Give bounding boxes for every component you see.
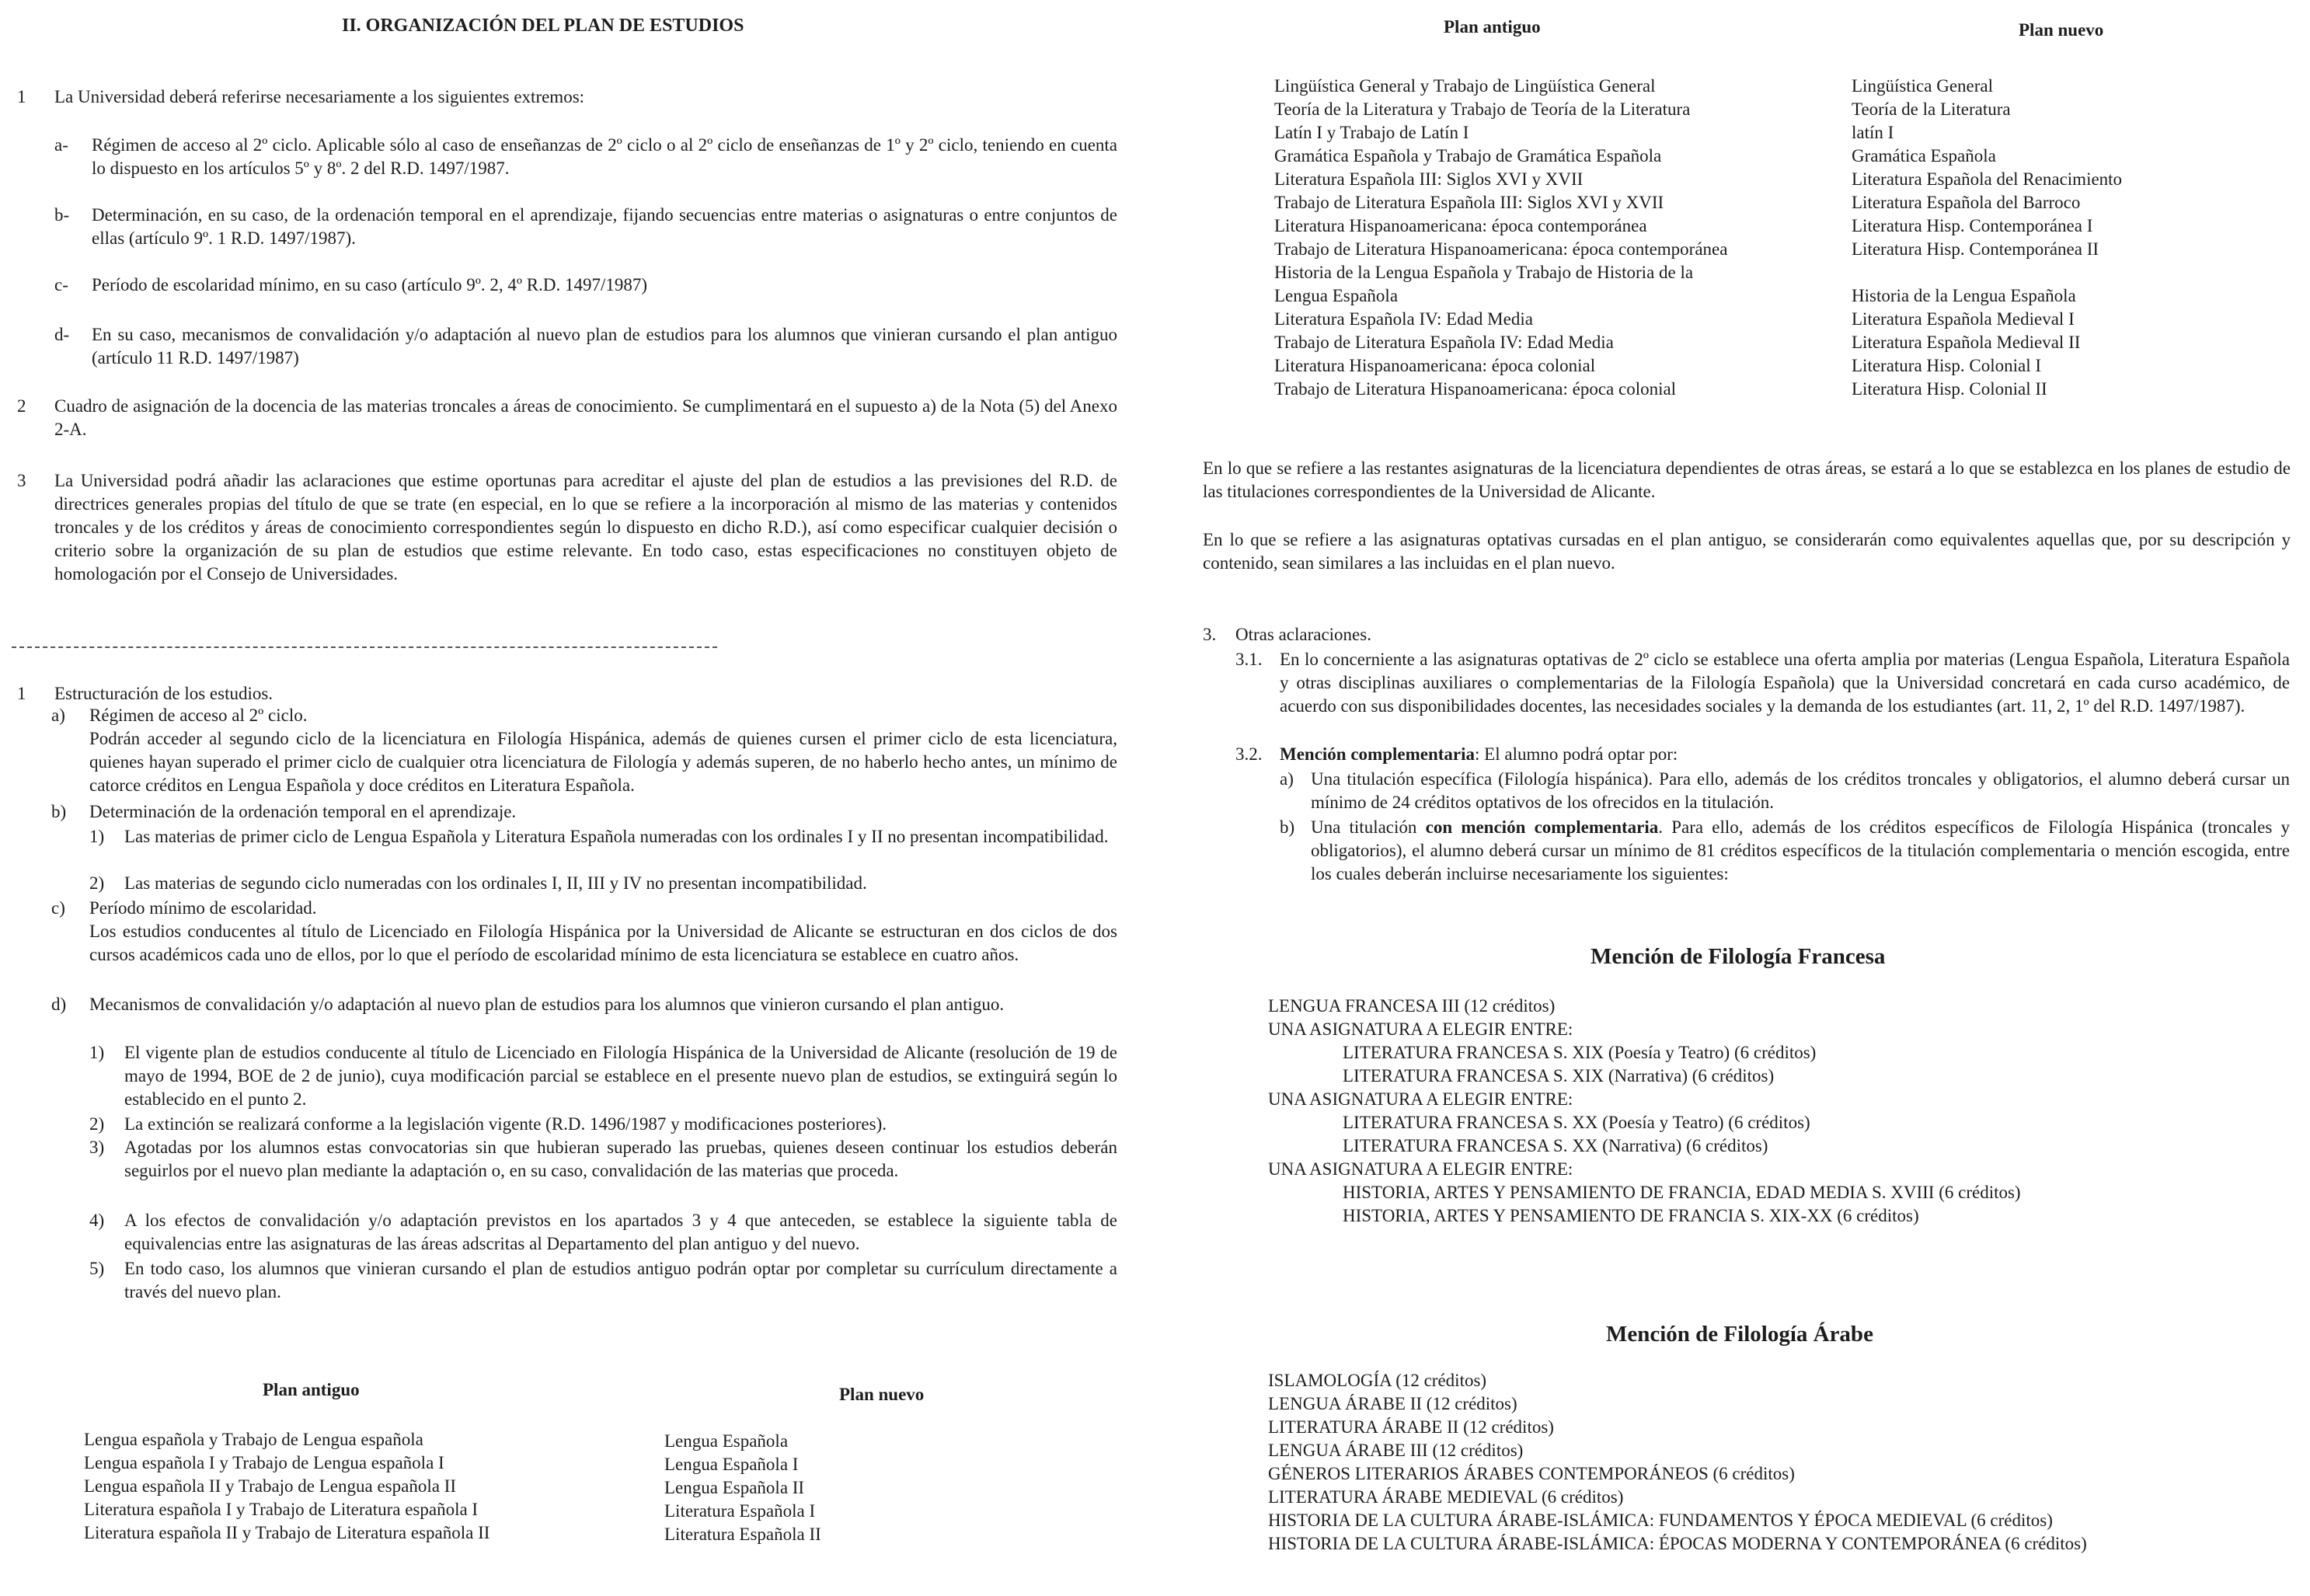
old-plan-subject: Literatura Hispanoamericana: época colonial bbox=[1274, 356, 1596, 375]
new-plan-subject: Literatura Española Medieval I bbox=[1852, 309, 2075, 329]
mention-arabic-item: HISTORIA DE LA CULTURA ÁRABE-ISLÁMICA: FUNDAMENTOS Y ÉPOCA MEDIEVAL (6 créditos) bbox=[1268, 1511, 2053, 1530]
new-plan-subject: Lengua Española bbox=[664, 1431, 789, 1451]
s32a-label: a) bbox=[1280, 769, 1294, 789]
mention-french-list bbox=[1268, 995, 2021, 1228]
s1a-text: Podrán acceder al segundo ciclo de la licenciatura en Filología Hispánica, además de quienes cursen el primer ciclo de esta licenciatura, quienes hayan superado el primer ciclo de cualquier otra licenciatura de Filología y además superen, de no haberlo hecho antes, un mínimo de catorce créditos en Lengua Española y doce créditos en Literatura Española. bbox=[89, 729, 1117, 795]
mention-arabic-title: Mención de Filología Árabe bbox=[1606, 1322, 1873, 1347]
new-plan-subject: Literatura Española I bbox=[664, 1501, 816, 1521]
mention-french-item: LITERATURA FRANCESA S. XX (Narrativa) (6 créditos) bbox=[1343, 1136, 1768, 1155]
new-plan-subject: Historia de la Lengua Española bbox=[1852, 286, 2076, 305]
table-header-new: Plan nuevo bbox=[839, 1385, 925, 1404]
item-3-number: 3 bbox=[17, 471, 26, 490]
table-header-old: Plan antiguo bbox=[1444, 17, 1541, 37]
sub-b-text: Determinación, en su caso, de la ordenación temporal en el aprendizaje, fijando secuencias entre materias o asignaturas o entre conjuntos de ellas (artículo 9º. 1 R.D. 1497/1987). bbox=[92, 205, 1117, 248]
s31-label: 3.1. bbox=[1235, 650, 1263, 669]
s1d2-label: 2) bbox=[89, 1114, 105, 1134]
s1d3-label: 3) bbox=[89, 1138, 105, 1157]
old-plan-subject: Trabajo de Literatura Española IV: Edad Media bbox=[1274, 333, 1614, 352]
new-plan-subject: Literatura Española Medieval II bbox=[1852, 333, 2081, 352]
sub-a-label: a- bbox=[54, 135, 68, 155]
old-plan-subject: Lengua Española bbox=[1274, 286, 1399, 305]
s1c-text: Los estudios conducentes al título de Licenciado en Filología Hispánica por la Universidad de Alicante se estructuran en dos ciclos de dos cursos académicos cada uno de ellos, por lo que el período de escolaridad mínimo de esta licenciatura se establece en cuatro años. bbox=[89, 922, 1117, 964]
old-plan-subject: Trabajo de Literatura Hispanoamericana: época colonial bbox=[1274, 379, 1677, 399]
new-plan-subject: Literatura Hisp. Contemporánea II bbox=[1852, 239, 2099, 259]
old-plan-subject: Gramática Española y Trabajo de Gramática Española bbox=[1274, 146, 1662, 166]
s1b-label: b) bbox=[51, 802, 67, 821]
s32b-label: b) bbox=[1280, 817, 1295, 837]
s1d4-text: A los efectos de convalidación y/o adaptación previstos en los apartados 3 y 4 que anteceden, se establece la siguiente tabla de equivalencias entre las asignaturas de las áreas adscritas al Departamento del plan antiguo y del nuevo. bbox=[124, 1211, 1117, 1253]
s1-number: 1 bbox=[17, 684, 26, 703]
s31-text: En lo concerniente a las asignaturas optativas de 2º ciclo se establece una oferta amplia por materias (Lengua Española, Literatura Española y otras disciplinas auxiliares o complementarias de la Filología Española) que la Universidad concretará en cada curso académico, de acuerdo con sus disponibilidades docentes, las necesidades sociales y la demanda de los estudiantes (art. 11, 2, 1º del R.D. 1497/1987). bbox=[1280, 650, 2290, 716]
old-plan-subject: Lengua española II y Trabajo de Lengua española II bbox=[84, 1476, 457, 1496]
mention-arabic-item: LITERATURA ÁRABE MEDIEVAL (6 créditos) bbox=[1268, 1487, 1624, 1507]
sub-a-text: Régimen de acceso al 2º ciclo. Aplicable sólo al caso de enseñanzas de 2º ciclo o al 2º ciclo de enseñanzas de 1º y 2º ciclo, teniendo en cuenta lo dispuesto en los artículos 5º y 8º. 2 del R.D. 1497/1987. bbox=[92, 135, 1117, 178]
mention-french-item: HISTORIA, ARTES Y PENSAMIENTO DE FRANCIA S. XIX-XX (6 créditos) bbox=[1343, 1206, 1919, 1225]
mention-french-item: UNA ASIGNATURA A ELEGIR ENTRE: bbox=[1268, 1089, 1573, 1109]
s32-label: 3.2. bbox=[1235, 744, 1263, 764]
equivalence-old-list bbox=[1274, 75, 1727, 401]
s32b-bold: con mención complementaria bbox=[1425, 817, 1659, 837]
new-plan-subject: Literatura Española II bbox=[664, 1525, 821, 1544]
item-3-text: La Universidad podrá añadir las aclaraciones que estime oportunas para acreditar el ajuste del plan de estudios a las previsiones del R.D. de directrices generales propias del título de que se trate (en especial, en lo que se refiere a la incorporación al mismo de las materias y contenidos troncales y de los créditos y áreas de conocimiento correspondientes según lo dispuesto en dicho R.D.), así como especificar cualquier decisión o criterio sobre la organización de su plan de estudios que estime relevante. En todo caso, estas especificaciones no constituyen objeto de homologación por el Consejo de Universidades. bbox=[54, 471, 1117, 584]
s3-label: 3. bbox=[1203, 625, 1217, 644]
new-plan-subject: Gramática Española bbox=[1852, 146, 1996, 166]
paragraph-other-areas: En lo que se refiere a las restantes asignaturas de la licenciatura dependientes de otras áreas, se estará a lo que se establezca en los planes de estudio de las titulaciones correspondientes de la Universidad de Alicante. bbox=[1203, 458, 2291, 501]
s3-title: Otras aclaraciones. bbox=[1235, 625, 1371, 644]
new-plan-subject: Teoría de la Literatura bbox=[1852, 99, 2011, 119]
new-plan-subject: Lingüística General bbox=[1852, 76, 1994, 96]
old-plan-subject: Trabajo de Literatura Hispanoamericana: época contemporánea bbox=[1274, 239, 1728, 259]
item-2-number: 2 bbox=[17, 396, 26, 416]
sub-d-label: d- bbox=[54, 325, 70, 344]
item-1-text: La Universidad deberá referirse necesariamente a los siguientes extremos: bbox=[54, 87, 585, 106]
old-plan-subject: Historia de la Lengua Española y Trabajo de Historia de la bbox=[1274, 263, 1694, 282]
section-title: II. ORGANIZACIÓN DEL PLAN DE ESTUDIOS bbox=[342, 16, 744, 36]
old-plan-subject: Latín I y Trabajo de Latín I bbox=[1274, 123, 1469, 142]
s32b-text: . Para ello, además de los créditos específicos de Filología Hispánica (troncales y obligatorios), el alumno deberá cursar un mínimo de 81 créditos específicos de la titulación complementaria o mención escogida, entre los cuales deberán incluirse necesariamente los siguientes: bbox=[1311, 817, 2290, 883]
item-2-text: Cuadro de asignación de la docencia de las materias troncales a áreas de conocimiento. Se cumplimentará en el supuesto a) de la Nota (5) del Anexo 2-A. bbox=[54, 396, 1117, 439]
old-plan-subject: Lingüística General y Trabajo de Lingüística General bbox=[1274, 76, 1656, 96]
new-plan-subject: Literatura Hisp. Contemporánea I bbox=[1852, 216, 2093, 235]
table-header-old: Plan antiguo bbox=[263, 1380, 360, 1399]
new-plan-subject bbox=[1852, 261, 2122, 284]
s1d-label: d) bbox=[51, 995, 67, 1014]
s1b1-label: 1) bbox=[89, 827, 105, 846]
s1d-title: Mecanismos de convalidación y/o adaptación al nuevo plan de estudios para los alumnos que vinieron cursando el plan antiguo. bbox=[89, 995, 1005, 1014]
s1d5-text: En todo caso, los alumnos que vinieran cursando el plan de estudios antiguo podrán optar por completar su currículum directamente a través del nuevo plan. bbox=[124, 1259, 1117, 1302]
old-plan-subject: Lengua española I y Trabajo de Lengua española I bbox=[84, 1453, 444, 1472]
equivalence-new-list bbox=[664, 1430, 821, 1546]
mention-french-title: Mención de Filología Francesa bbox=[1591, 944, 1886, 969]
item-1-number: 1 bbox=[17, 87, 26, 106]
s1c-label: c) bbox=[51, 898, 65, 918]
mention-arabic-item: LITERATURA ÁRABE II (12 créditos) bbox=[1268, 1417, 1554, 1437]
mention-french-item: HISTORIA, ARTES Y PENSAMIENTO DE FRANCIA, EDAD MEDIA S. XVIII (6 créditos) bbox=[1343, 1183, 2021, 1202]
sub-c-text: Período de escolaridad mínimo, en su caso (artículo 9º. 2, 4º R.D. 1497/1987) bbox=[92, 275, 647, 294]
mention-french-item: UNA ASIGNATURA A ELEGIR ENTRE: bbox=[1268, 1019, 1573, 1039]
s1a-title: Régimen de acceso al 2º ciclo. bbox=[89, 706, 308, 725]
s32-bold: Mención complementaria bbox=[1280, 744, 1476, 764]
sub-b-label: b- bbox=[54, 205, 70, 225]
new-plan-subject: latín I bbox=[1852, 123, 1894, 142]
mention-arabic-item: GÉNEROS LITERARIOS ÁRABES CONTEMPORÁNEOS (6 créditos) bbox=[1268, 1464, 1795, 1483]
old-plan-subject: Literatura española II y Trabajo de Literatura española II bbox=[84, 1523, 490, 1542]
mention-french-item: UNA ASIGNATURA A ELEGIR ENTRE: bbox=[1268, 1159, 1573, 1179]
table-header-new: Plan nuevo bbox=[2019, 20, 2104, 40]
s1d5-label: 5) bbox=[89, 1259, 105, 1278]
old-plan-subject: Literatura Hispanoamericana: época contemporánea bbox=[1274, 216, 1647, 235]
s1d1-label: 1) bbox=[89, 1043, 105, 1062]
s32b-paragraph bbox=[1311, 816, 2290, 886]
old-plan-subject: Literatura Española III: Siglos XVI y XVII bbox=[1274, 169, 1584, 189]
new-plan-subject: Literatura Hisp. Colonial I bbox=[1852, 356, 2041, 375]
mention-french-item: LITERATURA FRANCESA S. XIX (Poesía y Teatro) (6 créditos) bbox=[1343, 1043, 1817, 1062]
equivalence-old-list bbox=[84, 1428, 490, 1545]
old-plan-subject: Literatura Española IV: Edad Media bbox=[1274, 309, 1533, 329]
new-plan-subject: Lengua Española II bbox=[664, 1478, 805, 1497]
old-plan-subject: Trabajo de Literatura Española III: Siglos XVI y XVII bbox=[1274, 193, 1664, 212]
old-plan-subject: Teoría de la Literatura y Trabajo de Teoría de la Literatura bbox=[1274, 99, 1691, 119]
sub-c-label: c- bbox=[54, 275, 68, 294]
new-plan-subject: Lengua Española I bbox=[664, 1455, 799, 1474]
mention-arabic-list bbox=[1268, 1369, 2087, 1556]
old-plan-subject: Literatura española I y Trabajo de Literatura española I bbox=[84, 1500, 479, 1519]
s32a-text: Una titulación específica (Filología hispánica). Para ello, además de los créditos troncales y obligatorios, el alumno deberá cursar un mínimo de 24 créditos optativos de los ofrecidos en la titulación. bbox=[1311, 769, 2290, 812]
mention-french-item: LITERATURA FRANCESA S. XIX (Narrativa) (6 créditos) bbox=[1343, 1066, 1775, 1085]
old-plan-subject: Lengua española y Trabajo de Lengua española bbox=[84, 1430, 423, 1449]
s1c-title: Período mínimo de escolaridad. bbox=[89, 898, 317, 918]
s32-heading bbox=[1280, 743, 1678, 766]
sub-d-text: En su caso, mecanismos de convalidación y/o adaptación al nuevo plan de estudios para los alumnos que vinieran cursando el plan antiguo (artículo 11 R.D. 1497/1987) bbox=[92, 325, 1117, 368]
s32-text: : El alumno podrá optar por: bbox=[1475, 744, 1678, 764]
s1-title: Estructuración de los estudios. bbox=[54, 684, 274, 703]
s1d4-label: 4) bbox=[89, 1211, 105, 1230]
new-plan-subject: Literatura Hisp. Colonial II bbox=[1852, 379, 2047, 399]
mention-arabic-item: ISLAMOLOGÍA (12 créditos) bbox=[1268, 1371, 1487, 1390]
s1d1-text: El vigente plan de estudios conducente al título de Licenciado en Filología Hispánica de la Universidad de Alicante (resolución de 19 de mayo de 1994, BOE de 2 de junio), cuya modificación parcial se establece en el presente nuevo plan de estudios, se extinguirá según lo establecido en el punto 2. bbox=[124, 1043, 1117, 1109]
mention-arabic-item: LENGUA ÁRABE II (12 créditos) bbox=[1268, 1394, 1517, 1413]
new-plan-subject: Literatura Española del Barroco bbox=[1852, 193, 2081, 212]
s1b2-text: Las materias de segundo ciclo numeradas con los ordinales I, II, III y IV no presentan incompatibilidad. bbox=[124, 873, 867, 893]
dashed-separator bbox=[12, 646, 717, 648]
s32b-pre: Una titulación bbox=[1311, 817, 1426, 837]
s1b2-label: 2) bbox=[89, 873, 105, 893]
mention-arabic-item: HISTORIA DE LA CULTURA ÁRABE-ISLÁMICA: ÉPOCAS MODERNA Y CONTEMPORÁNEA (6 créditos) bbox=[1268, 1534, 2087, 1553]
mention-french-item: LENGUA FRANCESA III (12 créditos) bbox=[1268, 996, 1556, 1016]
s1d3-text: Agotadas por los alumnos estas convocatorias sin que hubieran superado las pruebas, quienes deseen continuar los estudios deberán seguirlos por el nuevo plan mediante la adaptación o, en su caso, convalidación de las materias que proceda. bbox=[124, 1138, 1117, 1180]
new-plan-subject: Literatura Española del Renacimiento bbox=[1852, 169, 2123, 189]
equivalence-new-list bbox=[1852, 75, 2122, 401]
s1b1-text: Las materias de primer ciclo de Lengua Española y Literatura Española numeradas con los ordinales I y II no presentan incompatibilidad. bbox=[124, 827, 1109, 846]
s1d2-text: La extinción se realizará conforme a la legislación vigente (R.D. 1496/1987 y modificaciones posteriores). bbox=[124, 1114, 887, 1134]
s1b-title: Determinación de la ordenación temporal en el aprendizaje. bbox=[89, 802, 517, 821]
mention-arabic-item: LENGUA ÁRABE III (12 créditos) bbox=[1268, 1441, 1524, 1460]
mention-french-item: LITERATURA FRANCESA S. XX (Poesía y Teatro) (6 créditos) bbox=[1343, 1113, 1810, 1132]
s1a-label: a) bbox=[51, 706, 65, 725]
paragraph-optional-subjects: En lo que se refiere a las asignaturas optativas cursadas en el plan antiguo, se considerarán como equivalentes aquellas que, por su descripción y contenido, sean similares a las incluidas en el plan nuevo. bbox=[1203, 530, 2291, 573]
